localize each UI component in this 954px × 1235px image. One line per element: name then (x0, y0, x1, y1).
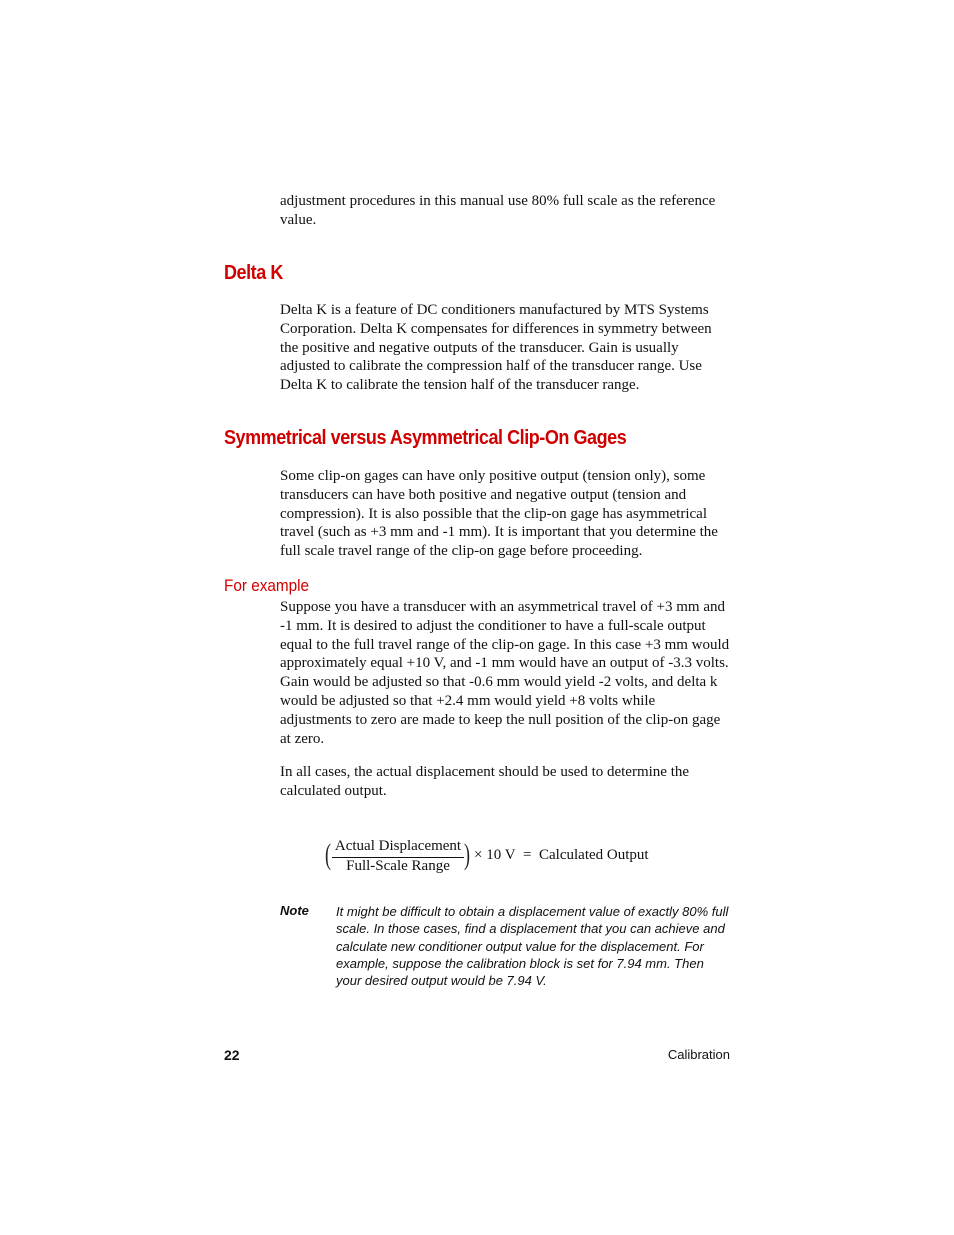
formula-denominator: Full-Scale Range (346, 858, 450, 874)
example-text-1: Suppose you have a transducer with an asymmetrical travel of +3 mm and -1 mm. It is desired to adjust the conditioner to have a full-scale output equal to the full travel range of the clip-on gage. In this case +3 mm would approximately equal +10 V, and -1 mm would have an output of -3.3 volts. Gain would be adjusted so that -0.6 mm would yield -2 volts, and delta k would be adjusted so that +2.4 mm would yield +8 volts while adjustments to zero are made to keep the null position of the clip-on gage at zero. (280, 599, 730, 747)
footer-section-title: Calibration (667, 1047, 730, 1062)
formula-multiplier: × 10 V (474, 847, 516, 863)
intro-text: adjustment procedures in this manual use 80% full scale as the reference value. (280, 193, 716, 228)
formula-equals: = (523, 847, 532, 863)
left-parenthesis: ( (325, 838, 331, 871)
symmetry-heading: Symmetrical versus Asymmetrical Clip-On Gages (224, 427, 627, 449)
delta-k-paragraph (280, 301, 730, 395)
note-text: It might be difficult to obtain a displacement value of exactly 80% full scale. In those cases, find a displacement that you can achieve and calculate new conditioner output value for the displacement. For example, suppose the calibration block is set for 7.94 mm. Then your desired output would be 7.94 V. (336, 904, 729, 989)
calculation-formula (323, 838, 683, 878)
example-text-2: In all cases, the actual displacement should be used to determine the calculated output. (280, 764, 690, 799)
formula-numerator: Actual Displacement (334, 838, 462, 854)
page-number: 22 (224, 1047, 240, 1063)
example-paragraph-1 (280, 598, 730, 748)
delta-k-heading: Delta K (224, 262, 283, 284)
delta-k-text: Delta K is a feature of DC conditioners manufactured by MTS Systems Corporation. Delta K compensates for differences in symmetry between the positive and negative outputs of the transducer. Gain is usually adjusted to calibrate the compression half of the transducer range. Use Delta K to calibrate the tension half of the transducer range. (280, 302, 712, 394)
symmetry-paragraph (280, 467, 730, 561)
intro-paragraph (280, 192, 730, 230)
example-paragraph-2 (280, 763, 730, 801)
note-label: Note (280, 903, 309, 918)
for-example-heading: For example (224, 576, 310, 595)
right-parenthesis: ) (464, 838, 470, 871)
formula-result: Calculated Output (539, 847, 649, 863)
symmetry-text: Some clip-on gages can have only positive output (tension only), some transducers can have both positive and negative output (tension and compression). It is also possible that the clip-on gage has asymmetrical travel (such as +3 mm and -1 mm). It is important that you determine the full scale travel range of the clip-on gage before proceeding. (280, 468, 718, 560)
formula-rhs (474, 847, 649, 864)
